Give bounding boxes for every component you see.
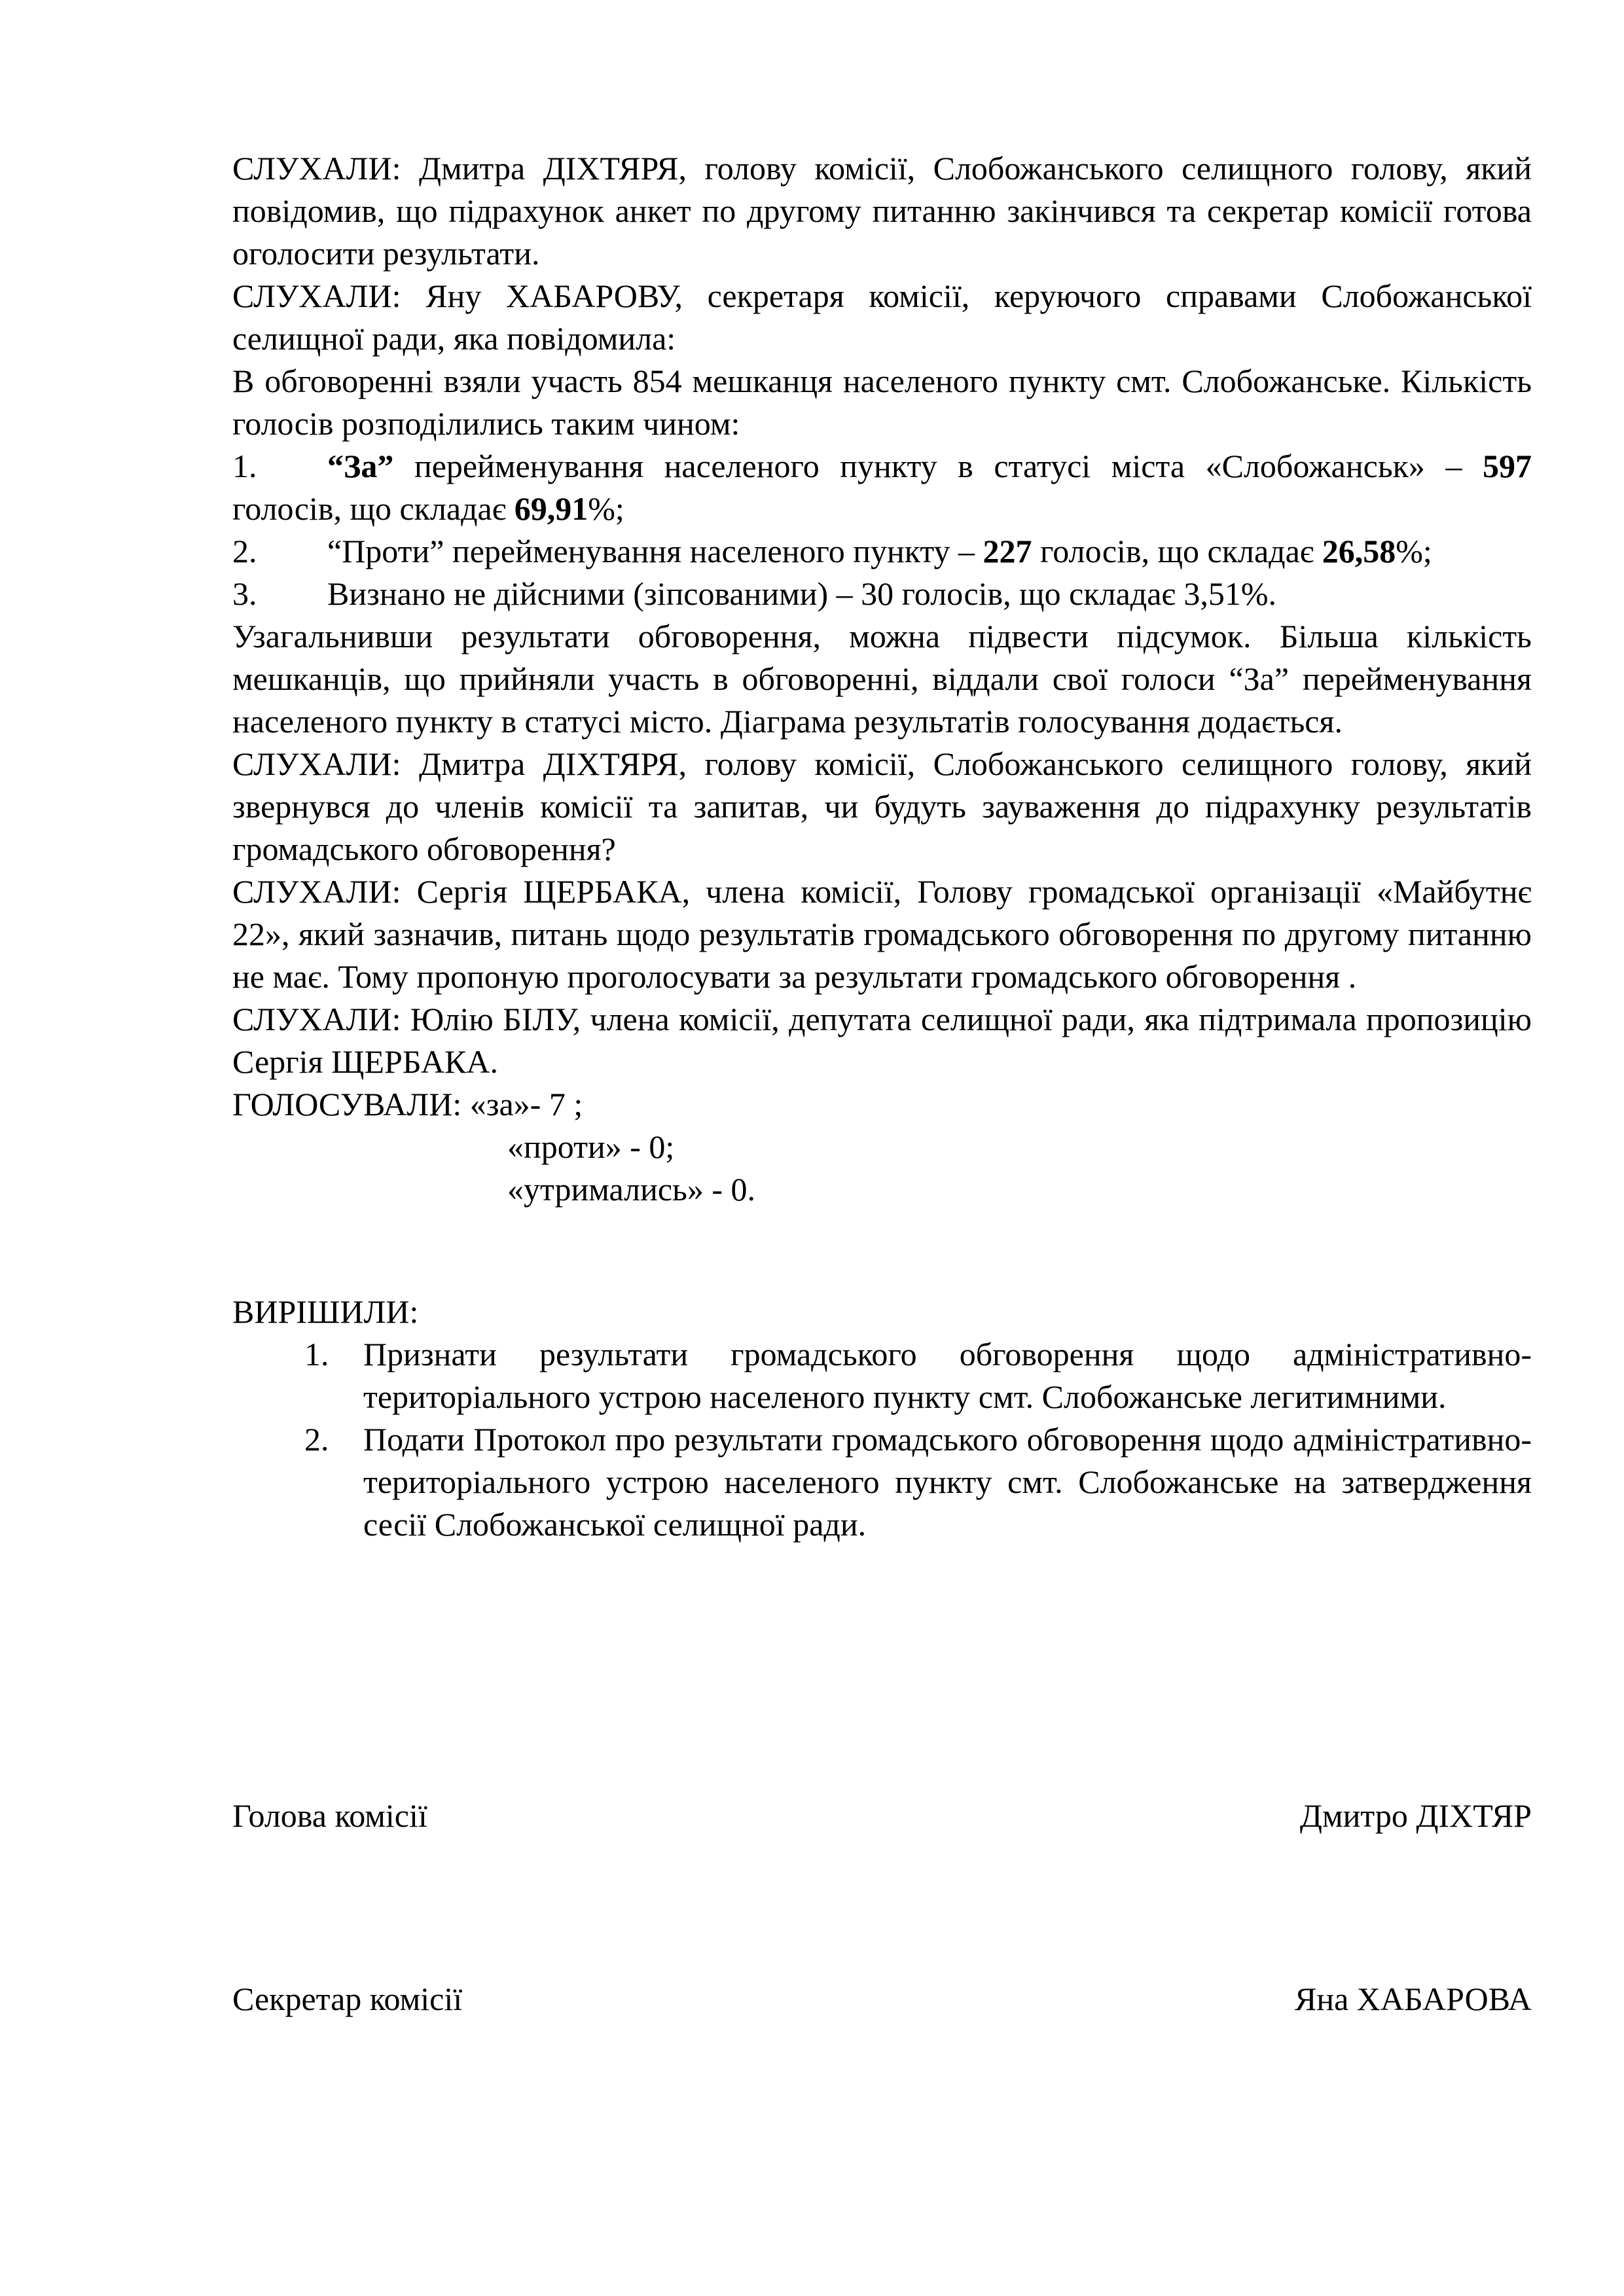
voting-line-proty: «проти» - 0; (507, 1128, 675, 1165)
item-number: 3. (232, 575, 257, 612)
bold-votes-597: 597 (1483, 448, 1532, 484)
paragraph-heard-bila: СЛУХАЛИ: Юлію БІЛУ, члена комісії, депутата селищної ради, яка підтримала пропозицію Сергія ЩЕРБАКА. (232, 1001, 1532, 1080)
text-run: %; (1396, 533, 1432, 569)
decision-item-2 (304, 1418, 1532, 1546)
bold-votes-227: 227 (983, 533, 1032, 569)
text-run: перейменування населеного пункту в статусі міста «Слобожанськ» – (393, 448, 1483, 484)
decision-item-1 (304, 1333, 1532, 1418)
bold-percent-6991: 69,91 (514, 490, 588, 527)
paragraph-heard-secretary: СЛУХАЛИ: Яну ХАБАРОВУ, секретаря комісії, керуючого справами Слобожанської селищної ради, яка повідомила: (232, 278, 1532, 357)
signature-role: Секретар комісії (232, 1981, 463, 2017)
vote-result-item-3 (232, 573, 1532, 615)
decision-number: 1. (304, 1336, 329, 1372)
decided-heading: ВИРІШИЛИ: (232, 1293, 419, 1330)
signature-block (232, 1795, 1532, 2020)
vote-result-item-2 (232, 530, 1532, 573)
paragraph-heard-shcherbak: СЛУХАЛИ: Сергія ЩЕРБАКА, члена комісії, Голову громадської організації «Майбутнє 22», який зазначив, питань щодо результатів громадського обговорення по другому питанню не має. Тому пропоную проголосувати за результати громадського обговорення . (232, 873, 1532, 995)
decision-text: Признати результати громадського обговорення щодо адміністративно-територіального устрою населеного пункту смт. Слобожанське легитимними. (363, 1336, 1532, 1415)
decision-text: Подати Протокол про результати громадського обговорення щодо адміністративно-територіального устрою населеного пункту смт. Слобожанське на затвердження сесії Слобожанської селищної ради. (363, 1421, 1532, 1543)
paragraph-heard-chairman-2: СЛУХАЛИ: Дмитра ДІХТЯРЯ, голову комісії, Слобожанського селищного голову, який звернувся до членів комісії та запитав, чи будуть зауваження до підрахунку результатів громадського обговорення? (232, 745, 1532, 867)
item-number: 1. (232, 448, 257, 484)
paragraph-participants: В обговоренні взяли участь 854 мешканця населеного пункту смт. Слобожанське. Кількість голосів розподілились таким чином: (232, 363, 1532, 442)
signature-role: Голова комісії (232, 1797, 427, 1834)
signature-name: Дмитро ДІХТЯР (1299, 1797, 1532, 1834)
bold-text-za: “За” (327, 448, 394, 484)
text-run: голосів, що складає (1032, 533, 1322, 569)
vote-result-item-1 (232, 445, 1532, 530)
item-number: 2. (232, 533, 257, 569)
decision-number: 2. (304, 1421, 329, 1458)
voting-line-utrymalys: «утримались» - 0. (507, 1171, 756, 1208)
bold-percent-2658: 26,58 (1322, 533, 1396, 569)
paragraph-heard-chairman-1: СЛУХАЛИ: Дмитра ДІХТЯРЯ, голову комісії, Слобожанського селищного голову, який повідомив, що підрахунок анкет по другому питанню закінчився та секретар комісії готова оголосити результати. (232, 150, 1532, 272)
text-run: %; (588, 490, 624, 527)
text-run: Визнано не дійсними (зіпсованими) – 30 голосів, що складає 3,51%. (327, 575, 1277, 612)
signature-row-secretary (232, 1978, 1532, 2020)
signature-row-chairman (232, 1795, 1532, 1837)
text-run: голосів, що складає (232, 490, 514, 527)
voting-line-za: ГОЛОСУВАЛИ: «за»- 7 ; (232, 1086, 583, 1122)
document-content (232, 147, 1532, 2020)
text-run: “Проти” перейменування населеного пункту – (327, 533, 983, 569)
paragraph-summary: Узагальнивши результати обговорення, можна підвести підсумок. Більша кількість мешканців, що прийняли участь в обговоренні, віддали свої голоси “За” перейменування населеного пункту в статусі місто. Діаграма результатів голосування додається. (232, 618, 1532, 740)
signature-name: Яна ХАБАРОВА (1294, 1981, 1532, 2017)
